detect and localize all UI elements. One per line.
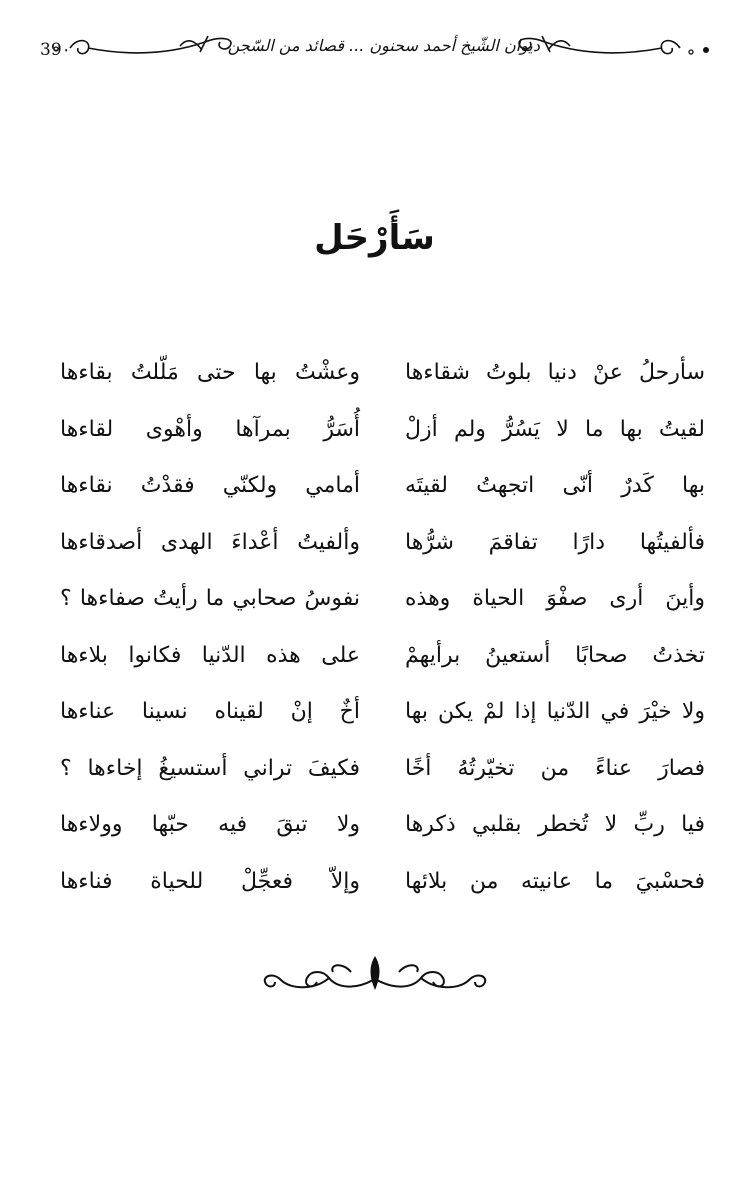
verse-3 <box>60 471 705 528</box>
verse-10-first-hemistich: فحسْبيَ ما عانيته من بلائها <box>405 868 705 894</box>
verse-8 <box>60 754 705 811</box>
verse-7-second-hemistich: أخٌ إنْ لقيناه نسينا عناءها <box>60 699 360 724</box>
poem-title: سَأَرْحَل <box>314 218 435 258</box>
end-ornament <box>255 950 495 1000</box>
verse-6-first-hemistich: تخذتُ صحابًا أستعينُ برأيهمْ <box>405 642 705 668</box>
verse-9-second-hemistich: ولا تبقَ فيه حبّها وولاءها <box>60 812 360 837</box>
verse-2-second-hemistich: أُسَرُّ بمرآها وأهْوى لقاءها <box>60 416 360 442</box>
poem-verses <box>60 358 705 923</box>
verse-1 <box>60 358 705 415</box>
verse-2-first-hemistich: لقيتُ بها ما لا يَسُرُّ ولم أزلْ <box>405 416 705 442</box>
verse-4-second-hemistich: وألفيتُ أعْداءَ الهدى أصدقاءها <box>60 529 360 555</box>
verse-3-first-hemistich: بها كَدرٌ أنّى اتجهتُ لقيتَه <box>405 473 705 498</box>
verse-4-first-hemistich: فألفيتُها دارًا تفاقمَ شرُّها <box>405 529 705 555</box>
verse-5 <box>60 584 705 641</box>
verse-8-first-hemistich: فصارَ عناءً من تخيّرتُهُ أخًا <box>405 755 705 781</box>
running-title: ديوان الشّيخ أحمد سحنون ... قصائد من السّجن <box>227 36 540 55</box>
verse-5-second-hemistich: نفوسُ صحابي ما رأيتُ صفاءها ؟ <box>60 586 360 611</box>
verse-7-first-hemistich: ولا خيْرَ في الدّنيا إذا لمْ يكن بها <box>405 699 705 724</box>
verse-3-second-hemistich: أمامي ولكنّي فقدْتُ نقاءها <box>60 473 360 498</box>
verse-9 <box>60 810 705 867</box>
verse-2 <box>60 415 705 472</box>
verse-1-second-hemistich: وعشْتُ بها حتى مَلّلتُ بقاءها <box>60 360 360 385</box>
verse-7 <box>60 697 705 754</box>
verse-5-first-hemistich: وأينَ أرى صفْوَ الحياة وهذه <box>405 586 705 611</box>
page-number: 39٠ <box>40 40 71 60</box>
verse-10 <box>60 867 705 924</box>
ornament-flourish <box>255 950 495 1000</box>
verse-6 <box>60 641 705 698</box>
verse-9-first-hemistich: فيا ربِّ لا تُخطر بقلبي ذكرها <box>405 812 705 837</box>
verse-4 <box>60 528 705 585</box>
verse-1-first-hemistich: سأرحلُ عنْ دنيا بلوتُ شقاءها <box>405 360 705 385</box>
verse-6-second-hemistich: على هذه الدّنيا فكانوا بلاءها <box>60 642 360 668</box>
verse-8-second-hemistich: فكيفَ تراني أستسيغُ إخاءها ؟ <box>60 755 360 781</box>
page-header <box>30 22 720 72</box>
verse-10-second-hemistich: وإلاّ فعجِّلْ للحياة فناءها <box>60 868 360 894</box>
